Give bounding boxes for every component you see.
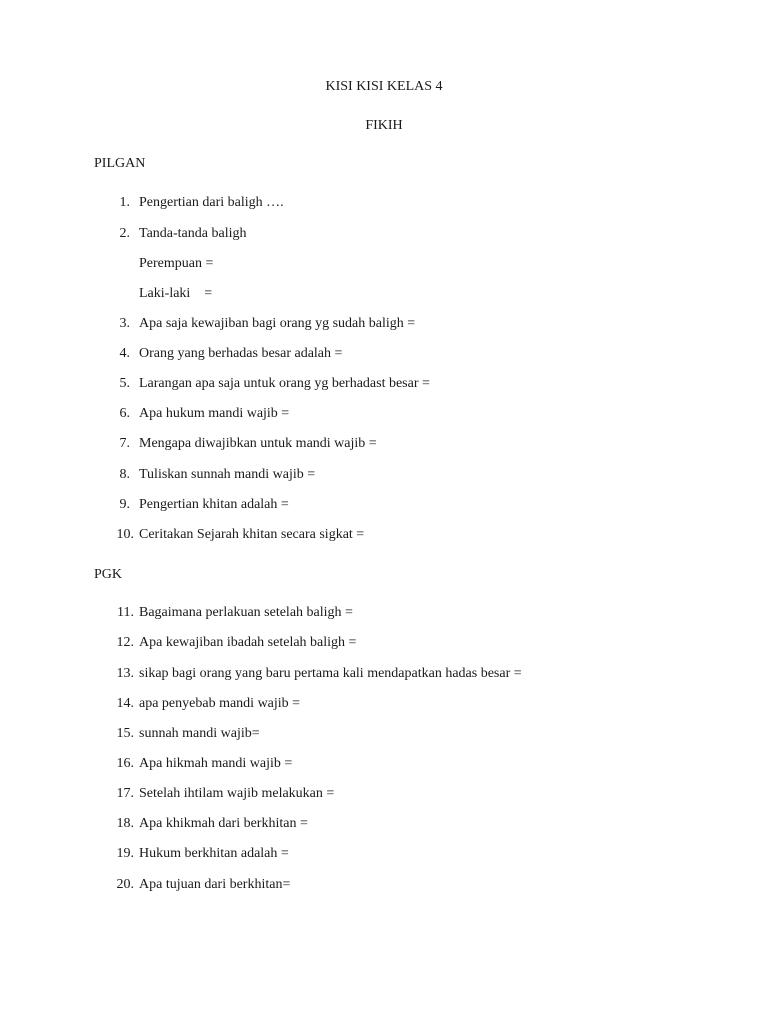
item-number: 17. xyxy=(116,786,134,801)
item-number: 5. xyxy=(119,376,130,391)
item-text: Bagaimana perlakuan setelah baligh = xyxy=(139,605,353,620)
item-text: Apa khikmah dari berkhitan = xyxy=(139,816,308,831)
item-text: apa penyebab mandi wajib = xyxy=(139,696,301,711)
item-number: 1. xyxy=(119,195,130,210)
item-text: Apa kewajiban ibadah setelah baligh = xyxy=(139,635,357,650)
item-number: 4. xyxy=(119,346,130,361)
section-heading-pilgan: PILGAN xyxy=(94,156,146,171)
item-text: Tanda-tanda baligh xyxy=(139,226,247,241)
item-number: 18. xyxy=(116,816,134,831)
item-number: 13. xyxy=(116,666,134,681)
item-text: Pengertian khitan adalah = xyxy=(139,497,289,512)
sub-item-laki-laki: Laki-laki = xyxy=(139,286,213,301)
item-text: Mengapa diwajibkan untuk mandi wajib = xyxy=(139,436,377,451)
item-number: 20. xyxy=(116,877,134,892)
sub-item-perempuan: Perempuan = xyxy=(139,256,214,271)
item-text: Apa hikmah mandi wajib = xyxy=(139,756,293,771)
section-heading-pgk: PGK xyxy=(94,567,123,582)
item-number: 9. xyxy=(119,497,130,512)
item-text: Setelah ihtilam wajib melakukan = xyxy=(139,786,335,801)
item-text: Ceritakan Sejarah khitan secara sigkat = xyxy=(139,527,365,542)
item-text: Tuliskan sunnah mandi wajib = xyxy=(139,467,316,482)
item-text: Pengertian dari baligh …. xyxy=(139,195,284,210)
item-text: sikap bagi orang yang baru pertama kali mendapatkan hadas besar = xyxy=(139,666,522,681)
item-text: Larangan apa saja untuk orang yg berhadast besar = xyxy=(139,376,430,391)
item-number: 8. xyxy=(119,467,130,482)
item-text: Orang yang berhadas besar adalah = xyxy=(139,346,343,361)
item-number: 2. xyxy=(119,226,130,241)
item-number: 12. xyxy=(116,635,134,650)
item-text: Apa saja kewajiban bagi orang yg sudah baligh = xyxy=(139,316,416,331)
item-number: 15. xyxy=(116,726,134,741)
item-text: Apa hukum mandi wajib = xyxy=(139,406,290,421)
item-number: 10. xyxy=(116,527,134,542)
item-number: 16. xyxy=(116,756,134,771)
item-number: 3. xyxy=(119,316,130,331)
document-title: KISI KISI KELAS 4 xyxy=(325,79,443,94)
item-text: Hukum berkhitan adalah = xyxy=(139,846,289,861)
item-number: 11. xyxy=(117,605,134,620)
item-text: Apa tujuan dari berkhitan= xyxy=(139,877,291,892)
item-number: 19. xyxy=(116,846,134,861)
item-text: sunnah mandi wajib= xyxy=(139,726,260,741)
subject-title: FIKIH xyxy=(365,118,403,133)
item-number: 6. xyxy=(119,406,130,421)
item-number: 7. xyxy=(119,436,130,451)
item-number: 14. xyxy=(116,696,134,711)
